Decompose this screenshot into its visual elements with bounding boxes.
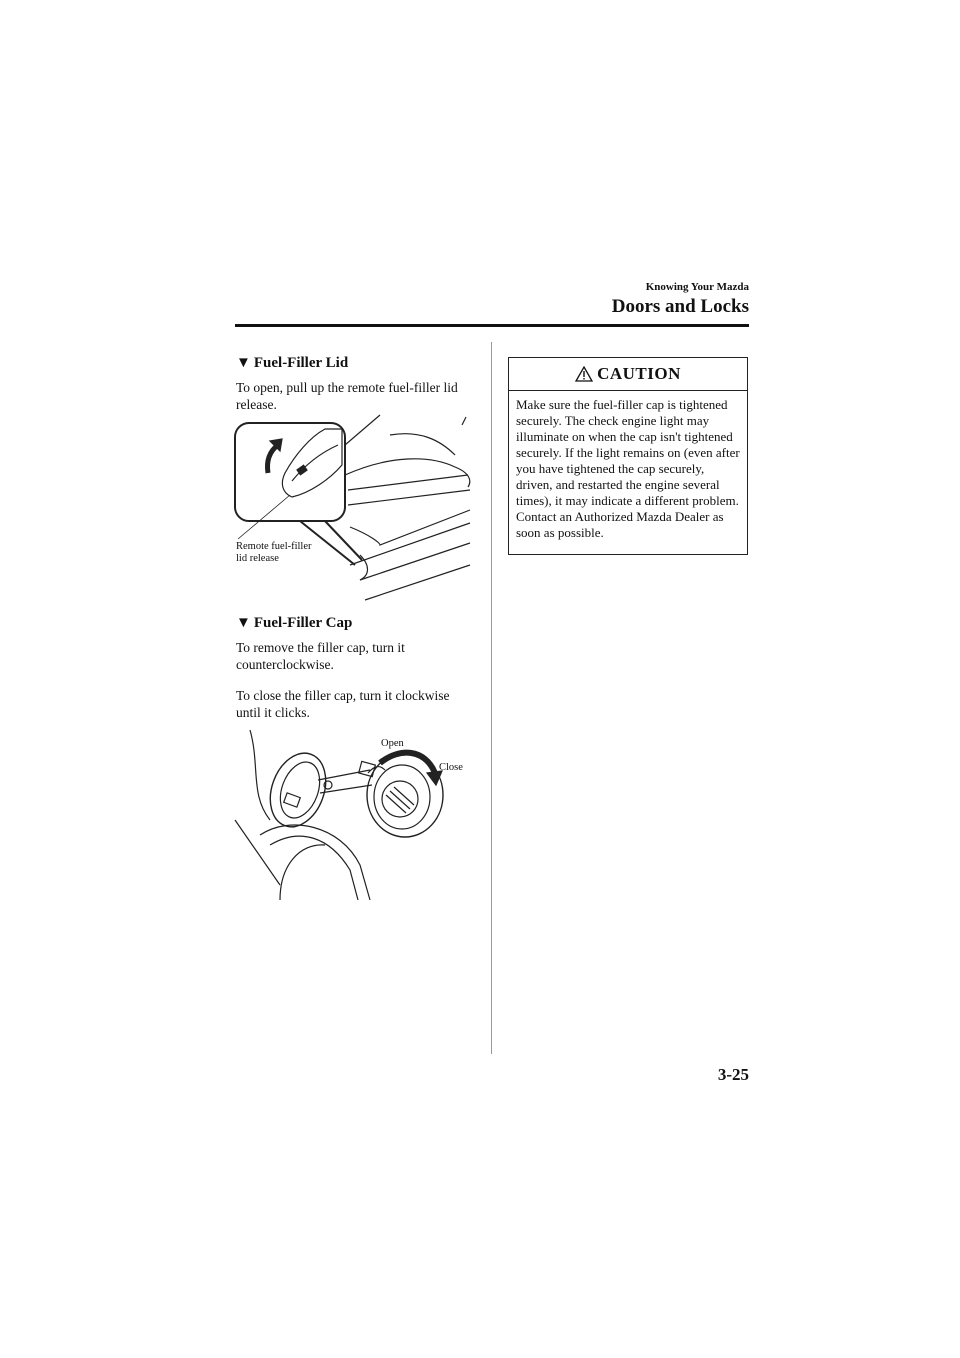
fuel-filler-cap-text-1: To remove the filler cap, turn it counterclockwise.: [236, 640, 405, 672]
fuel-filler-cap-illustration: [230, 725, 480, 905]
warning-triangle-icon: [575, 366, 593, 382]
column-divider: [491, 342, 492, 1054]
page-number: 3-25: [717, 1065, 749, 1084]
close-label: Close: [439, 762, 463, 773]
lid-release-callout: [236, 541, 312, 565]
caution-text: Make sure the fuel-filler cap is tightened securely. The check engine light may illuminate on when the cap isn't tightened securely. If the light remains on (even after you have tightened the cap securely, driven, and restarted the engine several times), it may indicate a different problem. Contact an Authorized Mazda Dealer as soon as possible.: [516, 397, 740, 540]
fuel-filler-lid-heading: ▼ Fuel-Filler Lid: [236, 355, 349, 371]
down-triangle-icon: ▼: [236, 355, 251, 371]
chapter-title: Knowing Your Mazda: [645, 281, 749, 293]
callout-line-1: Remote fuel-filler: [236, 541, 312, 552]
caution-header: [509, 358, 747, 391]
callout-line-2: lid release: [236, 553, 279, 564]
fuel-filler-lid-illustration: [230, 415, 480, 605]
open-label: Open: [381, 738, 404, 749]
fuel-filler-cap-text-2: To close the filler cap, turn it clockwise until it clicks.: [236, 688, 450, 720]
caution-box: [508, 357, 748, 555]
fuel-filler-cap-heading: ▼ Fuel-Filler Cap: [236, 615, 353, 631]
caution-title: CAUTION: [597, 364, 681, 383]
fuel-filler-lid-text: To open, pull up the remote fuel-filler lid release.: [236, 380, 458, 412]
section-title: Doors and Locks: [611, 296, 749, 317]
header-rule: [235, 324, 749, 327]
down-triangle-icon: ▼: [236, 615, 251, 631]
